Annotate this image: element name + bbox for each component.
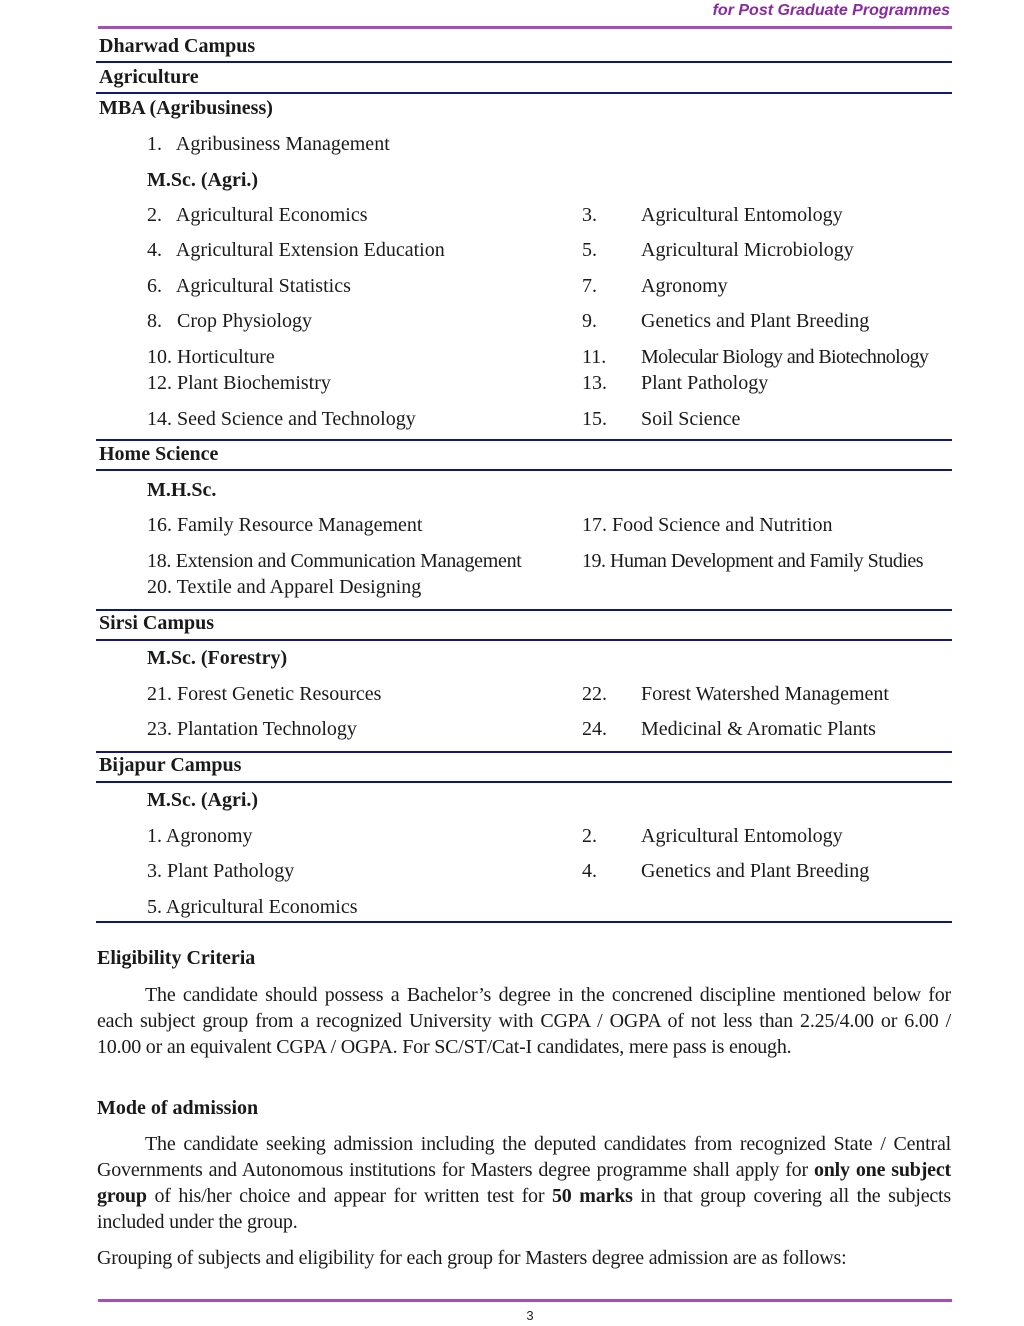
- faculty-heading-home-science: Home Science: [99, 443, 219, 465]
- faculty-heading-agriculture: Agriculture: [99, 66, 199, 88]
- list-item: Agricultural Entomology: [641, 204, 843, 226]
- list-number: 24.: [582, 718, 607, 740]
- list-item: 20. Textile and Apparel Designing: [147, 576, 422, 598]
- campus-heading-bijapur: Bijapur Campus: [99, 754, 242, 776]
- eligibility-heading: Eligibility Criteria: [97, 947, 256, 969]
- list-item: 17. Food Science and Nutrition: [582, 514, 833, 536]
- programme-heading-msc-agri: M.Sc. (Agri.): [147, 789, 259, 811]
- list-item: 8. Crop Physiology: [147, 310, 313, 332]
- grouping-sentence: Grouping of subjects and eligibility for each group for Masters degree admission are as follows:: [97, 1247, 847, 1269]
- list-item: 12. Plant Biochemistry: [147, 372, 331, 394]
- list-item: 4. Agricultural Extension Education: [147, 239, 445, 261]
- list-number: 5.: [582, 239, 597, 261]
- list-number: 15.: [582, 408, 607, 430]
- list-item: 2. Agricultural Economics: [147, 204, 368, 226]
- list-item: 5. Agricultural Economics: [147, 896, 358, 918]
- section-rule: [96, 921, 952, 923]
- section-rule: [96, 439, 952, 441]
- campus-heading-dharwad: Dharwad Campus: [99, 35, 256, 57]
- programme-heading-mhsc: M.H.Sc.: [147, 479, 217, 501]
- programme-heading-msc-agri: M.Sc. (Agri.): [147, 169, 259, 191]
- list-item: 21. Forest Genetic Resources: [147, 683, 382, 705]
- admission-emphasis: 50 marks: [551, 1185, 633, 1207]
- admission-text: The candidate seeking admission including the deputed candidates from recognized State / Central Governments and Autonomous institutions for Masters degree programme shall apply for: [97, 1133, 951, 1181]
- list-item: 1. Agribusiness Management: [147, 133, 390, 155]
- list-number: 2.: [582, 825, 597, 847]
- section-rule: [96, 639, 952, 641]
- list-item: 14. Seed Science and Technology: [147, 408, 416, 430]
- list-item: Genetics and Plant Breeding: [641, 310, 870, 332]
- list-number: 11.: [582, 346, 607, 368]
- admission-paragraph: [97, 1131, 951, 1235]
- section-rule: [96, 61, 952, 63]
- section-rule: [96, 469, 952, 471]
- programme-heading-mba: MBA (Agribusiness): [99, 97, 273, 119]
- list-number: 3.: [582, 204, 597, 226]
- list-item: Soil Science: [641, 408, 741, 430]
- list-item: Genetics and Plant Breeding: [641, 860, 870, 882]
- admission-text: in that group covering all the subjects included under the group.: [97, 1185, 951, 1233]
- list-number: 9.: [582, 310, 597, 332]
- section-rule: [96, 609, 952, 611]
- programme-heading-msc-forestry: M.Sc. (Forestry): [147, 647, 288, 669]
- page-number: 3: [526, 1308, 534, 1323]
- footer-divider: [98, 1299, 952, 1302]
- list-item: 10. Horticulture: [147, 346, 275, 368]
- list-number: 22.: [582, 683, 607, 705]
- section-rule: [96, 92, 952, 94]
- eligibility-paragraph: The candidate should possess a Bachelor’s degree in the concrened discipline mentioned below for each subject group from a recognized University with CGPA / OGPA of not less than 2.25/4.00 or 6.00 / 10.00 or an equivalent CGPA / OGPA. For SC/ST/Cat-I candidates, mere pass is enough.: [97, 984, 951, 1058]
- list-item: 16. Family Resource Management: [147, 514, 423, 536]
- list-item: 6. Agricultural Statistics: [147, 275, 351, 297]
- running-header: for Post Graduate Programmes: [712, 2, 950, 19]
- admission-emphasis: only one subject group: [97, 1159, 951, 1207]
- list-item: Forest Watershed Management: [641, 683, 889, 705]
- list-item: 18. Extension and Communication Management: [147, 550, 522, 572]
- list-item: Molecular Biology and Biotechnology: [641, 346, 929, 368]
- section-rule: [96, 781, 952, 783]
- list-item: 1. Agronomy: [147, 825, 253, 847]
- list-item: Medicinal & Aromatic Plants: [641, 718, 876, 740]
- list-item: Agricultural Microbiology: [641, 239, 854, 261]
- campus-heading-sirsi: Sirsi Campus: [99, 612, 215, 634]
- list-item: Plant Pathology: [641, 372, 769, 394]
- list-number: 7.: [582, 275, 597, 297]
- list-item: Agricultural Entomology: [641, 825, 843, 847]
- admission-text: of his/her choice and appear for written test for: [146, 1185, 552, 1207]
- list-number: 4.: [582, 860, 597, 882]
- admission-heading: Mode of admission: [97, 1097, 259, 1119]
- header-divider: [98, 26, 952, 29]
- list-item: 23. Plantation Technology: [147, 718, 357, 740]
- list-item: Agronomy: [641, 275, 728, 297]
- list-number: 13.: [582, 372, 607, 394]
- list-item: 19. Human Development and Family Studies: [582, 550, 924, 572]
- list-item: 3. Plant Pathology: [147, 860, 295, 882]
